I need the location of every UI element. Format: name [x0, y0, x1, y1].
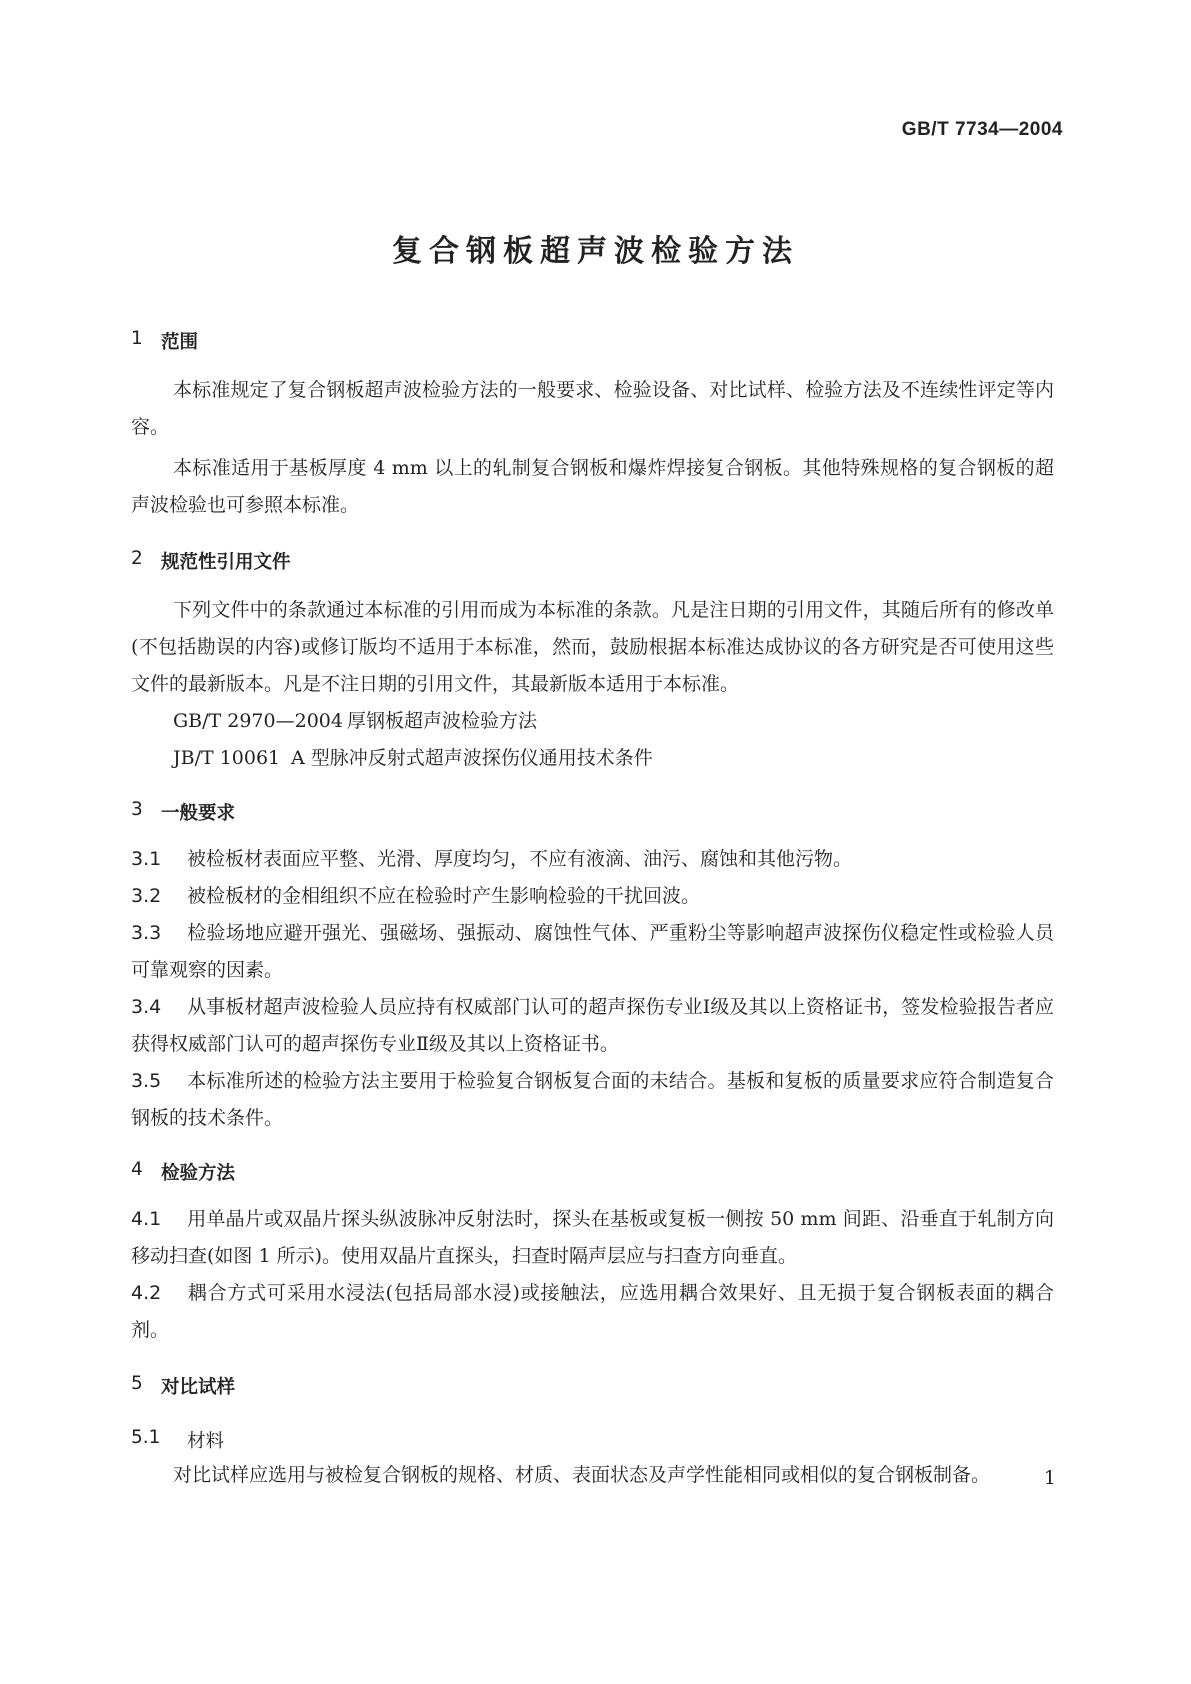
clause-text: 用单晶片或双晶片探头纵波脉冲反射法时，探头在基板或复板一侧按 50 mm 间距、沿垂直于轧制方向移动扫查(如图 1 所示)。使用双晶片直探头，扫查时隔声层应与扫查方向垂直。 — [131, 1208, 1054, 1267]
reference-title: A 型脉冲反射式超声波探伤仪通用技术条件 — [291, 747, 653, 769]
section-heading-5 — [131, 1373, 1054, 1399]
section-heading-4 — [131, 1159, 1054, 1185]
clause — [131, 989, 1054, 1063]
subsection-heading — [131, 1427, 1054, 1453]
clause-number: 4.1 — [131, 1208, 162, 1230]
clause-number: 3.5 — [131, 1070, 162, 1092]
reference-item — [131, 740, 1054, 777]
section-heading-1 — [131, 328, 1054, 354]
page-number: 1 — [1043, 1467, 1056, 1489]
reference-code: JB/T 10061 — [173, 747, 281, 769]
paragraph: 对比试样应选用与被检复合钢板的规格、材质、表面状态及声学性能相同或相似的复合钢板制备。 — [173, 1464, 991, 1486]
clause — [131, 1063, 1054, 1137]
clause-text: 被检板材的金相组织不应在检验时产生影响检验的干扰回波。 — [187, 885, 701, 907]
clause — [131, 915, 1054, 989]
standard-code: GB/T 7734—2004 — [901, 119, 1063, 140]
paragraph: 本标准适用于基板厚度 4 mm 以上的轧制复合钢板和爆炸焊接复合钢板。其他特殊规格的复合钢板的超声波检验也可参照本标准。 — [131, 457, 1054, 516]
section-number: 5 — [131, 1373, 143, 1394]
reference-code: GB/T 2970—2004 — [173, 710, 343, 732]
clause-text: 耦合方式可采用水浸法(包括局部水浸)或接触法，应选用耦合效果好、且无损于复合钢板表面的耦合剂。 — [131, 1282, 1054, 1341]
paragraph: 下列文件中的条款通过本标准的引用而成为本标准的条款。凡是注日期的引用文件，其随后所有的修改单(不包括勘误的内容)或修订版均不适用于本标准，然而，鼓励根据本标准达成协议的各方研究是否可使用这些文件的最新版本。凡是不注日期的引用文件，其最新版本适用于本标准。 — [131, 599, 1054, 695]
clause-text: 本标准所述的检验方法主要用于检验复合钢板复合面的未结合。基板和复板的质量要求应符合制造复合钢板的技术条件。 — [131, 1070, 1054, 1129]
clause — [131, 878, 1054, 915]
section-title: 检验方法 — [161, 1163, 236, 1184]
subsection-number: 5.1 — [131, 1427, 161, 1448]
clause-text: 检验场地应避开强光、强磁场、强振动、腐蚀性气体、严重粉尘等影响超声波探伤仪稳定性或检验人员可靠观察的因素。 — [131, 922, 1054, 981]
clause — [131, 1201, 1054, 1275]
section-title: 对比试样 — [161, 1377, 236, 1398]
clause-text: 被检板材表面应平整、光滑、厚度均匀，不应有液滴、油污、腐蚀和其他污物。 — [187, 848, 853, 870]
section-number: 4 — [131, 1159, 143, 1180]
section-heading-2 — [131, 548, 1054, 574]
section-number: 1 — [131, 328, 143, 349]
clause-number: 4.2 — [131, 1282, 162, 1304]
subsection-title: 材料 — [187, 1431, 225, 1452]
section-title: 规范性引用文件 — [161, 552, 291, 573]
document-title: 复合钢板超声波检验方法 — [392, 234, 799, 269]
paragraph: 本标准规定了复合钢板超声波检验方法的一般要求、检验设备、对比试样、检验方法及不连续性评定等内容。 — [131, 379, 1054, 438]
section-heading-3 — [131, 799, 1054, 825]
clause-number: 3.2 — [131, 885, 162, 907]
clause — [131, 1275, 1054, 1349]
section-title: 范围 — [161, 332, 199, 353]
section-number: 2 — [131, 548, 143, 569]
clause-number: 3.4 — [131, 996, 162, 1018]
clause-text: 从事板材超声波检验人员应持有权威部门认可的超声探伤专业Ⅰ级及其以上资格证书，签发检验报告者应获得权威部门认可的超声探伤专业Ⅱ级及其以上资格证书。 — [131, 996, 1054, 1055]
clause — [131, 841, 1054, 878]
section-number: 3 — [131, 799, 143, 820]
clause-number: 3.3 — [131, 922, 162, 944]
document-body — [131, 328, 1054, 1494]
reference-title: 厚钢板超声波检验方法 — [347, 710, 538, 732]
clause-number: 3.1 — [131, 848, 162, 870]
section-title: 一般要求 — [161, 803, 236, 824]
reference-item — [131, 703, 1054, 740]
